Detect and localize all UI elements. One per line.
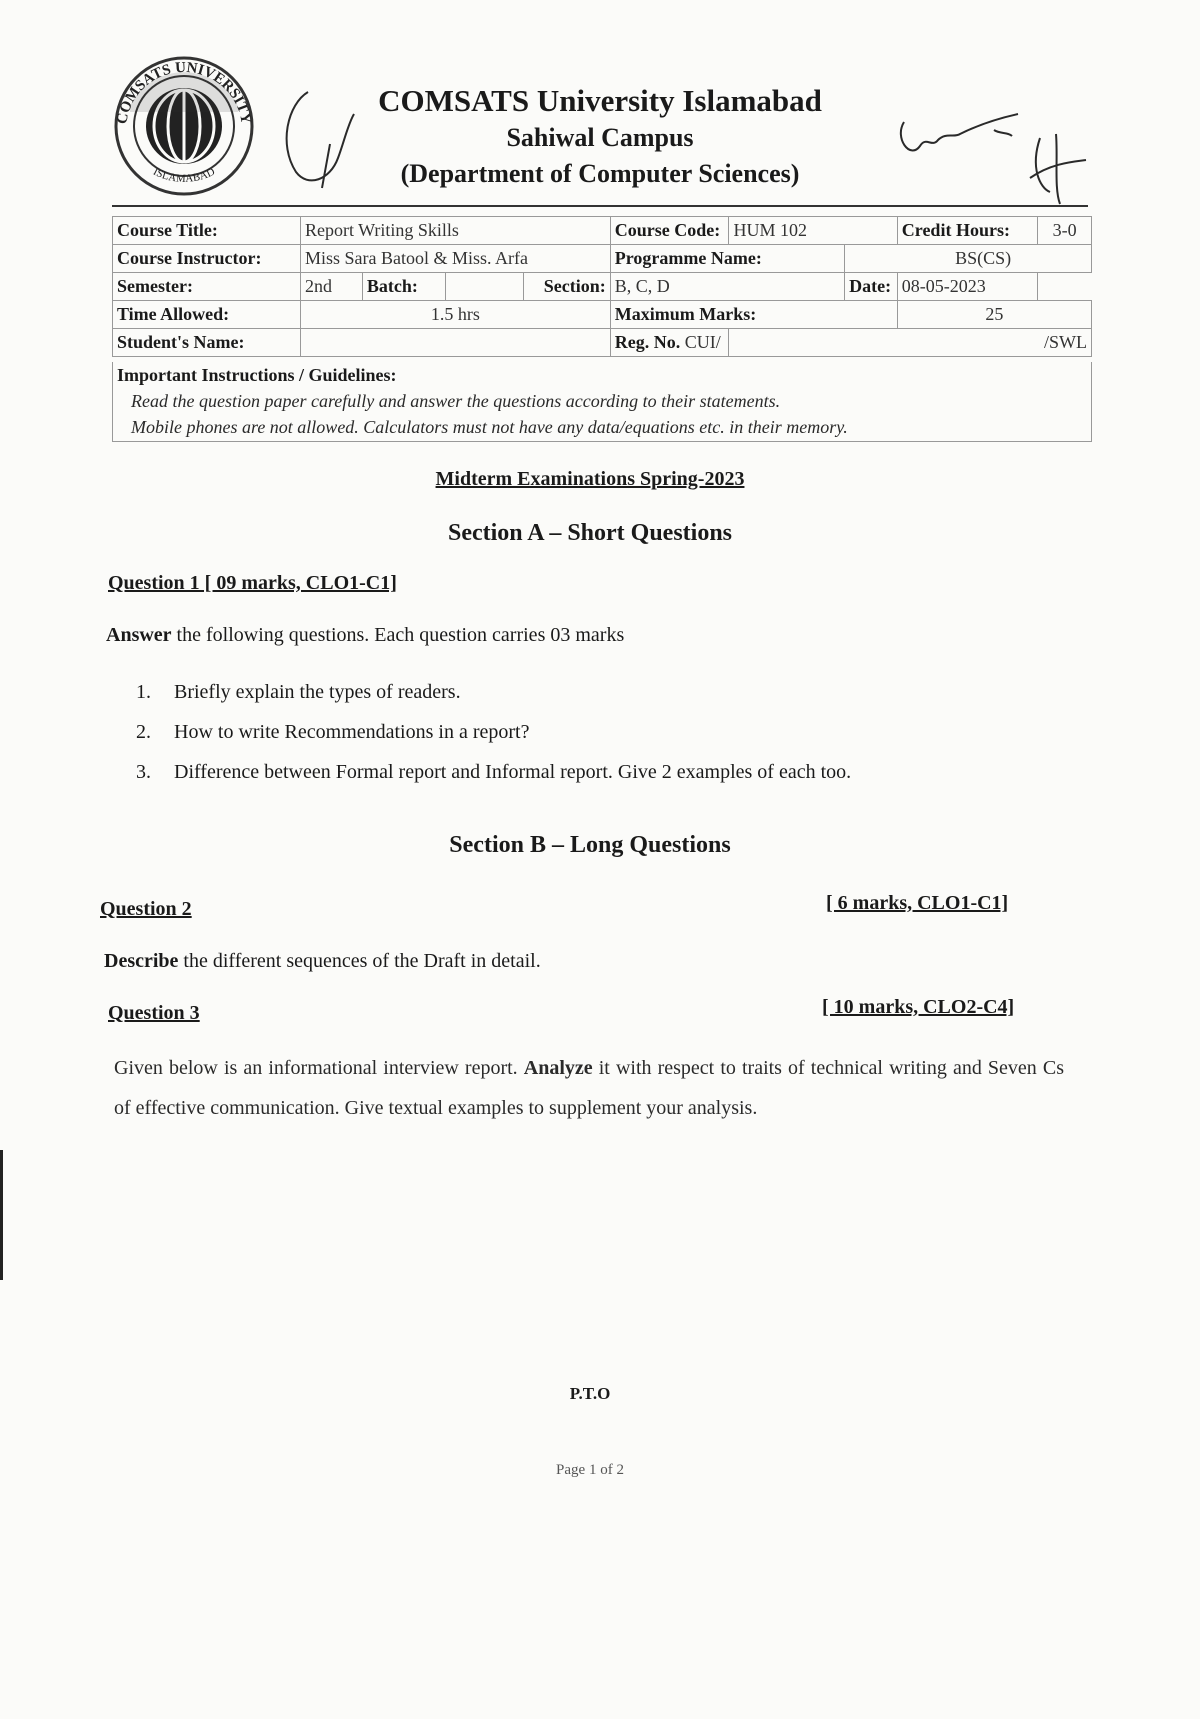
campus-name: Sahiwal Campus xyxy=(506,123,694,152)
university-logo xyxy=(104,50,264,198)
instructor-label: Course Instructor: xyxy=(113,245,301,273)
list-item xyxy=(136,758,851,798)
header-rule xyxy=(112,205,1088,207)
question-1-list xyxy=(136,678,851,798)
question-3-marks: [ 10 marks, CLO2-C4] xyxy=(822,996,1015,1018)
list-item-text: Briefly explain the types of readers. xyxy=(174,681,461,703)
max-marks-value: 25 xyxy=(897,301,1091,329)
list-item-number: 3. xyxy=(136,761,151,783)
instruction-line-1: Read the question paper carefully and answer the questions according to their statements. xyxy=(131,391,781,411)
section-label: Section: xyxy=(524,273,611,301)
question-2-text-bold: Describe xyxy=(104,950,179,972)
department-name: (Department of Computer Sciences) xyxy=(400,159,800,188)
list-item-text: Difference between Formal report and Informal report. Give 2 examples of each too. xyxy=(174,761,852,783)
question-3-text xyxy=(114,1048,1064,1128)
time-value: 1.5 hrs xyxy=(300,301,610,329)
course-code-value: HUM 102 xyxy=(729,217,897,245)
list-item-text: How to write Recommendations in a report? xyxy=(174,721,530,743)
question-1-heading: Question 1 [ 09 marks, CLO1-C1] xyxy=(108,572,397,594)
question-2-text-rest: the different sequences of the Draft in detail. xyxy=(178,950,541,972)
reg-no-prefix: CUI/ xyxy=(684,332,721,352)
list-item-number: 1. xyxy=(136,681,151,703)
semester-label: Semester: xyxy=(113,273,301,301)
batch-label: Batch: xyxy=(362,273,445,301)
row-course xyxy=(113,217,1092,245)
programme-label: Programme Name: xyxy=(610,245,844,273)
question-1-intro-rest: the following questions. Each question carries 03 marks xyxy=(171,624,625,646)
logo-top-text: COMSATS UNIVERSITY xyxy=(114,59,254,126)
question-2-text xyxy=(104,950,541,973)
date-value: 08-05-2023 xyxy=(897,273,1037,301)
credit-hours-label: Credit Hours: xyxy=(897,217,1037,245)
university-name: COMSATS University Islamabad xyxy=(378,83,822,118)
instructions-heading: Important Instructions / Guidelines: xyxy=(117,365,397,385)
course-title-label: Course Title: xyxy=(113,217,301,245)
question-1-intro-bold: Answer xyxy=(106,624,172,646)
date-label-visible: Date: xyxy=(845,273,898,301)
instructions-box xyxy=(112,362,1092,442)
question-3-text-a: Given below is an informational interview report. xyxy=(114,1057,524,1079)
list-item-number: 2. xyxy=(136,721,151,743)
student-name-field xyxy=(300,329,610,357)
pto-label: P.T.O xyxy=(569,1384,611,1403)
question-3-text-bold: Analyze xyxy=(523,1057,593,1079)
batch-value xyxy=(445,273,523,301)
course-code-label: Course Code: xyxy=(610,217,729,245)
reg-no-label xyxy=(610,329,729,357)
handwritten-signatures-right xyxy=(890,108,1090,218)
header-title-block xyxy=(330,82,870,192)
question-1-intro xyxy=(106,624,624,647)
credit-hours-value: 3-0 xyxy=(1038,217,1092,245)
reg-no-suffix: /SWL xyxy=(729,329,1092,357)
list-item xyxy=(136,678,851,718)
question-3-text-b: it with respect to traits of technical writing and Seven Cs of effective communication. Give textual examples to supplement your analysis. xyxy=(114,1057,1065,1119)
time-label: Time Allowed: xyxy=(113,301,301,329)
student-name-label: Student's Name: xyxy=(113,329,301,357)
section-a-title: Section A – Short Questions xyxy=(447,520,733,546)
row-instructor xyxy=(113,245,1092,273)
course-info-table xyxy=(112,216,1092,357)
semester-value: 2nd xyxy=(300,273,362,301)
question-3-heading: Question 3 xyxy=(108,1002,200,1024)
instructor-value: Miss Sara Batool & Miss. Arfa xyxy=(300,245,610,273)
max-marks-label: Maximum Marks: xyxy=(610,301,897,329)
row-semester xyxy=(113,273,1092,301)
instruction-line-2: Mobile phones are not allowed. Calculators must not have any data/equations etc. in their memory. xyxy=(131,417,848,437)
question-2-marks: [ 6 marks, CLO1-C1] xyxy=(826,892,1009,914)
course-title-value: Report Writing Skills xyxy=(300,217,610,245)
exam-title: Midterm Examinations Spring-2023 xyxy=(435,468,745,490)
scan-edge-mark xyxy=(0,1150,3,1280)
row-time xyxy=(113,301,1092,329)
list-item xyxy=(136,718,851,758)
logo-bottom-text: ISLAMABAD xyxy=(151,165,217,185)
programme-value: BS(CS) xyxy=(845,245,1092,273)
row-student xyxy=(113,329,1092,357)
reg-no-label-text: Reg. No. xyxy=(614,332,681,352)
svg-text:ISLAMABAD xyxy=(151,166,217,185)
question-2-heading: Question 2 xyxy=(100,898,192,920)
section-b-title: Section B – Long Questions xyxy=(449,832,731,858)
section-value: B, C, D xyxy=(610,273,844,301)
page-number: Page 1 of 2 xyxy=(556,1462,624,1478)
